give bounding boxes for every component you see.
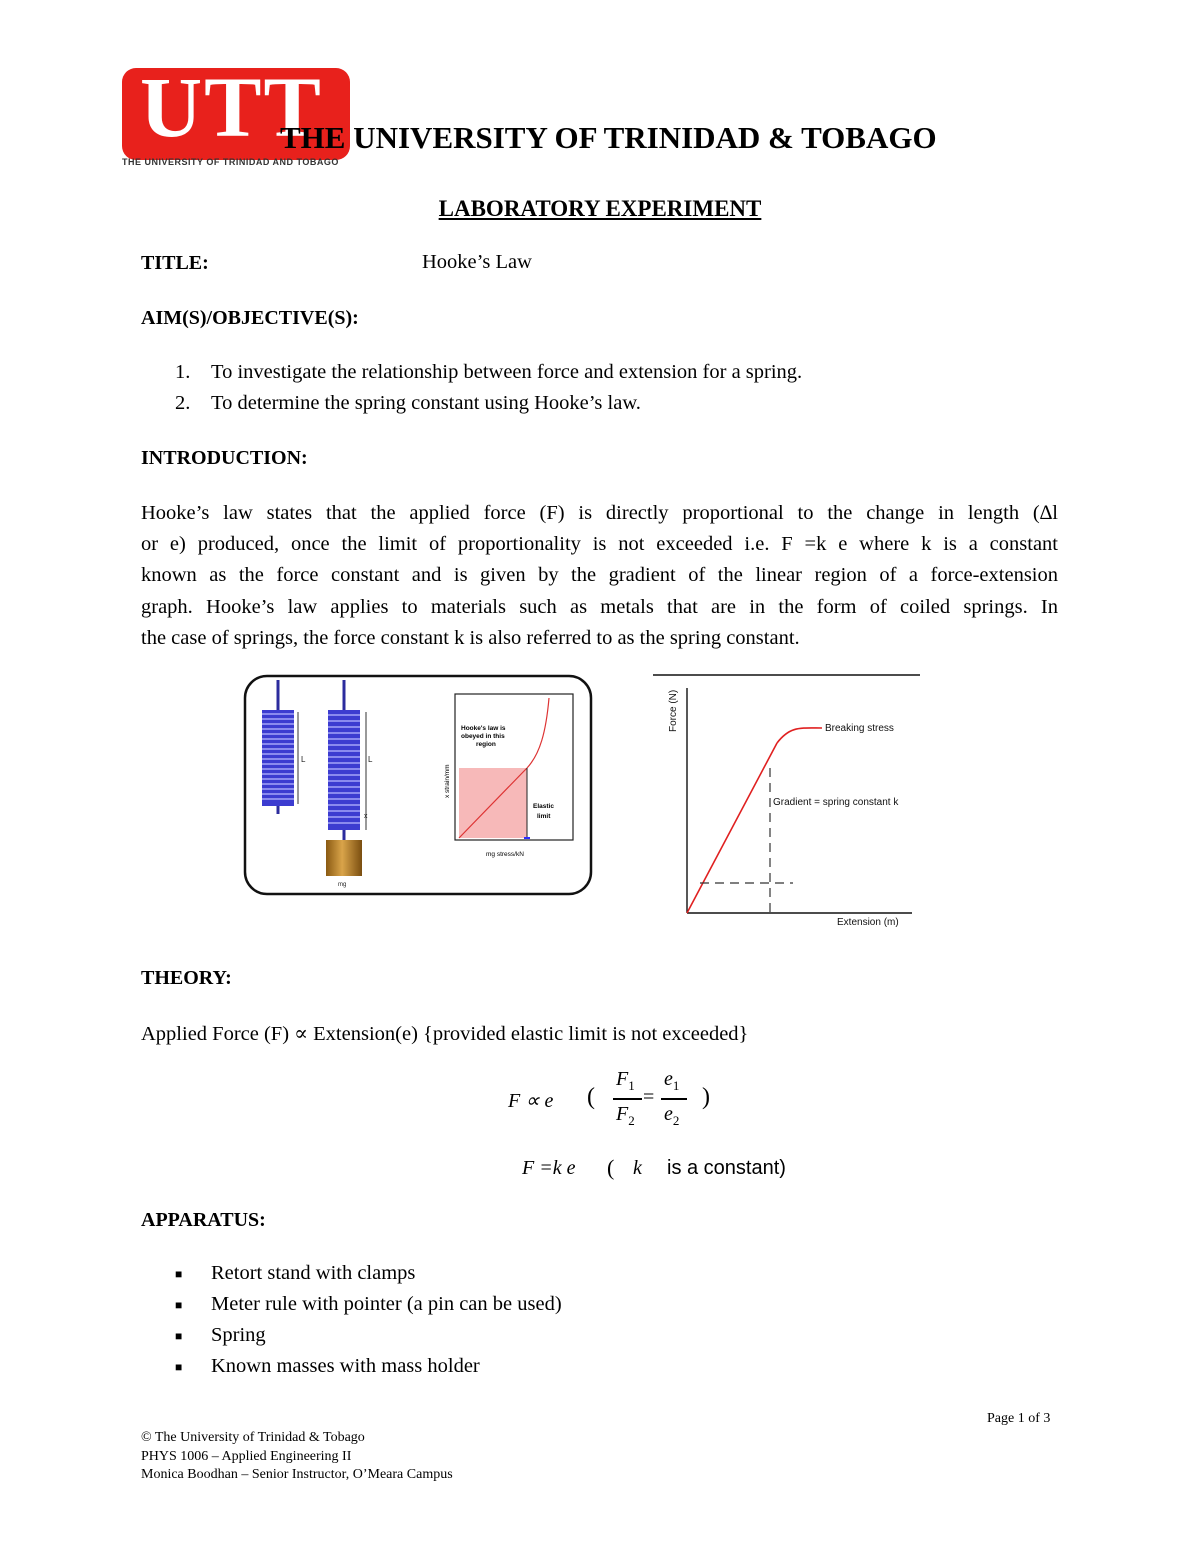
bullet-icon: ■ [175, 1267, 183, 1281]
graph-x-axis-label: mg stress/kN [486, 851, 524, 858]
logo-subtitle: THE UNIVERSITY OF TRINIDAD AND TOBAGO [122, 157, 339, 167]
force-extension-graph [650, 668, 925, 930]
footer-copyright: © The University of Trinidad & Tobago [141, 1430, 365, 1445]
paragraph-line: or e) produced, once the limit of proportionality is not exceeded i.e. F =k e where k is a constant [141, 533, 1058, 556]
fraction-numerator: $e_1$ [664, 1068, 680, 1093]
region-label: Hooke's law is [461, 725, 506, 732]
theory-heading: THEORY: [141, 967, 232, 989]
paragraph-line: Hooke’s law states that the applied force (F) is directly proportional to the change in length (∆l [141, 502, 1058, 524]
title-label: TITLE: [141, 252, 209, 274]
graph-y-axis-label: x strain/mm [444, 764, 451, 798]
length-label: L [301, 755, 306, 764]
fraction-bar [661, 1098, 687, 1100]
fraction-bar [613, 1098, 642, 1100]
title-value: Hooke’s Law [422, 251, 532, 273]
equation-proportional: F ∝ e [508, 1090, 554, 1112]
fraction-denominator: $F_2$ [616, 1103, 635, 1128]
equation-bracket: ( [607, 1155, 615, 1180]
spring-diagram-figure [240, 672, 596, 900]
aim-item: To determine the spring constant using Hooke’s law. [211, 392, 641, 414]
paragraph-line: the case of springs, the force constant k is also referred to as the spring constant. [141, 626, 800, 649]
paragraph-line: known as the force constant and is given by the gradient of the linear region of a force-extension [141, 564, 1058, 587]
spring-coil-unloaded [262, 710, 294, 806]
gradient-label: Gradient = spring constant k [773, 797, 899, 808]
breaking-stress-label: Breaking stress [825, 723, 894, 734]
aims-heading: AIM(S)/OBJECTIVE(S): [141, 307, 359, 329]
equation-note: is a constant) [667, 1157, 786, 1179]
apparatus-heading: APPARATUS: [141, 1209, 266, 1231]
fraction-numerator: $F_1$ [616, 1068, 635, 1093]
university-name: THE UNIVERSITY OF TRINIDAD & TOBAGO [280, 120, 937, 155]
footer-course: PHYS 1006 – Applied Engineering II [141, 1449, 352, 1464]
apparatus-item: Spring [211, 1324, 266, 1346]
apparatus-item: Meter rule with pointer (a pin can be used) [211, 1293, 562, 1315]
elastic-limit-label: Elastic [533, 803, 554, 810]
apparatus-item: Known masses with mass holder [211, 1355, 480, 1377]
breaking-curve [777, 728, 822, 743]
apparatus-item: Retort stand with clamps [211, 1262, 416, 1284]
footer-author: Monica Boodhan – Senior Instructor, O’Meara Campus [141, 1467, 453, 1482]
equation-bracket: ) [702, 1084, 710, 1110]
document-type: LABORATORY EXPERIMENT [438, 196, 762, 221]
bullet-icon: ■ [175, 1360, 183, 1374]
region-label: region [476, 741, 496, 748]
equals-sign: = [643, 1086, 655, 1108]
paragraph-line: graph. Hooke’s law applies to materials such as metals that are in the form of coiled springs. In [141, 595, 1058, 618]
hanging-mass [326, 840, 362, 876]
aim-number: 2. [175, 392, 191, 414]
logo-text: UTT [140, 59, 323, 155]
length-label: L [368, 755, 373, 764]
extension-label: x [364, 813, 368, 820]
page-number: Page 1 of 3 [987, 1411, 1051, 1426]
mass-label: mg [338, 882, 347, 888]
linear-region-line [687, 743, 777, 913]
elastic-limit-label: limit [537, 813, 551, 820]
fraction-denominator: $e_2$ [664, 1103, 680, 1128]
introduction-heading: INTRODUCTION: [141, 447, 308, 469]
aim-number: 1. [175, 361, 191, 383]
bullet-icon: ■ [175, 1298, 183, 1312]
introduction-paragraph [141, 498, 1058, 654]
aim-item: To investigate the relationship between force and extension for a spring. [211, 361, 803, 383]
theory-statement: Applied Force (F) ∝ Extension(e) {provided elastic limit is not exceeded} [141, 1023, 749, 1045]
spring-coil-body [328, 710, 360, 830]
equation-k: k [633, 1157, 642, 1179]
bullet-icon: ■ [175, 1329, 183, 1343]
y-axis-label: Force (N) [668, 689, 679, 732]
equation-hookes-law: F =k e [522, 1157, 576, 1179]
region-label: obeyed in this [461, 733, 505, 740]
spring-coil-loaded [328, 710, 360, 830]
equation-bracket: ( [587, 1084, 595, 1110]
x-axis-label: Extension (m) [837, 917, 899, 928]
